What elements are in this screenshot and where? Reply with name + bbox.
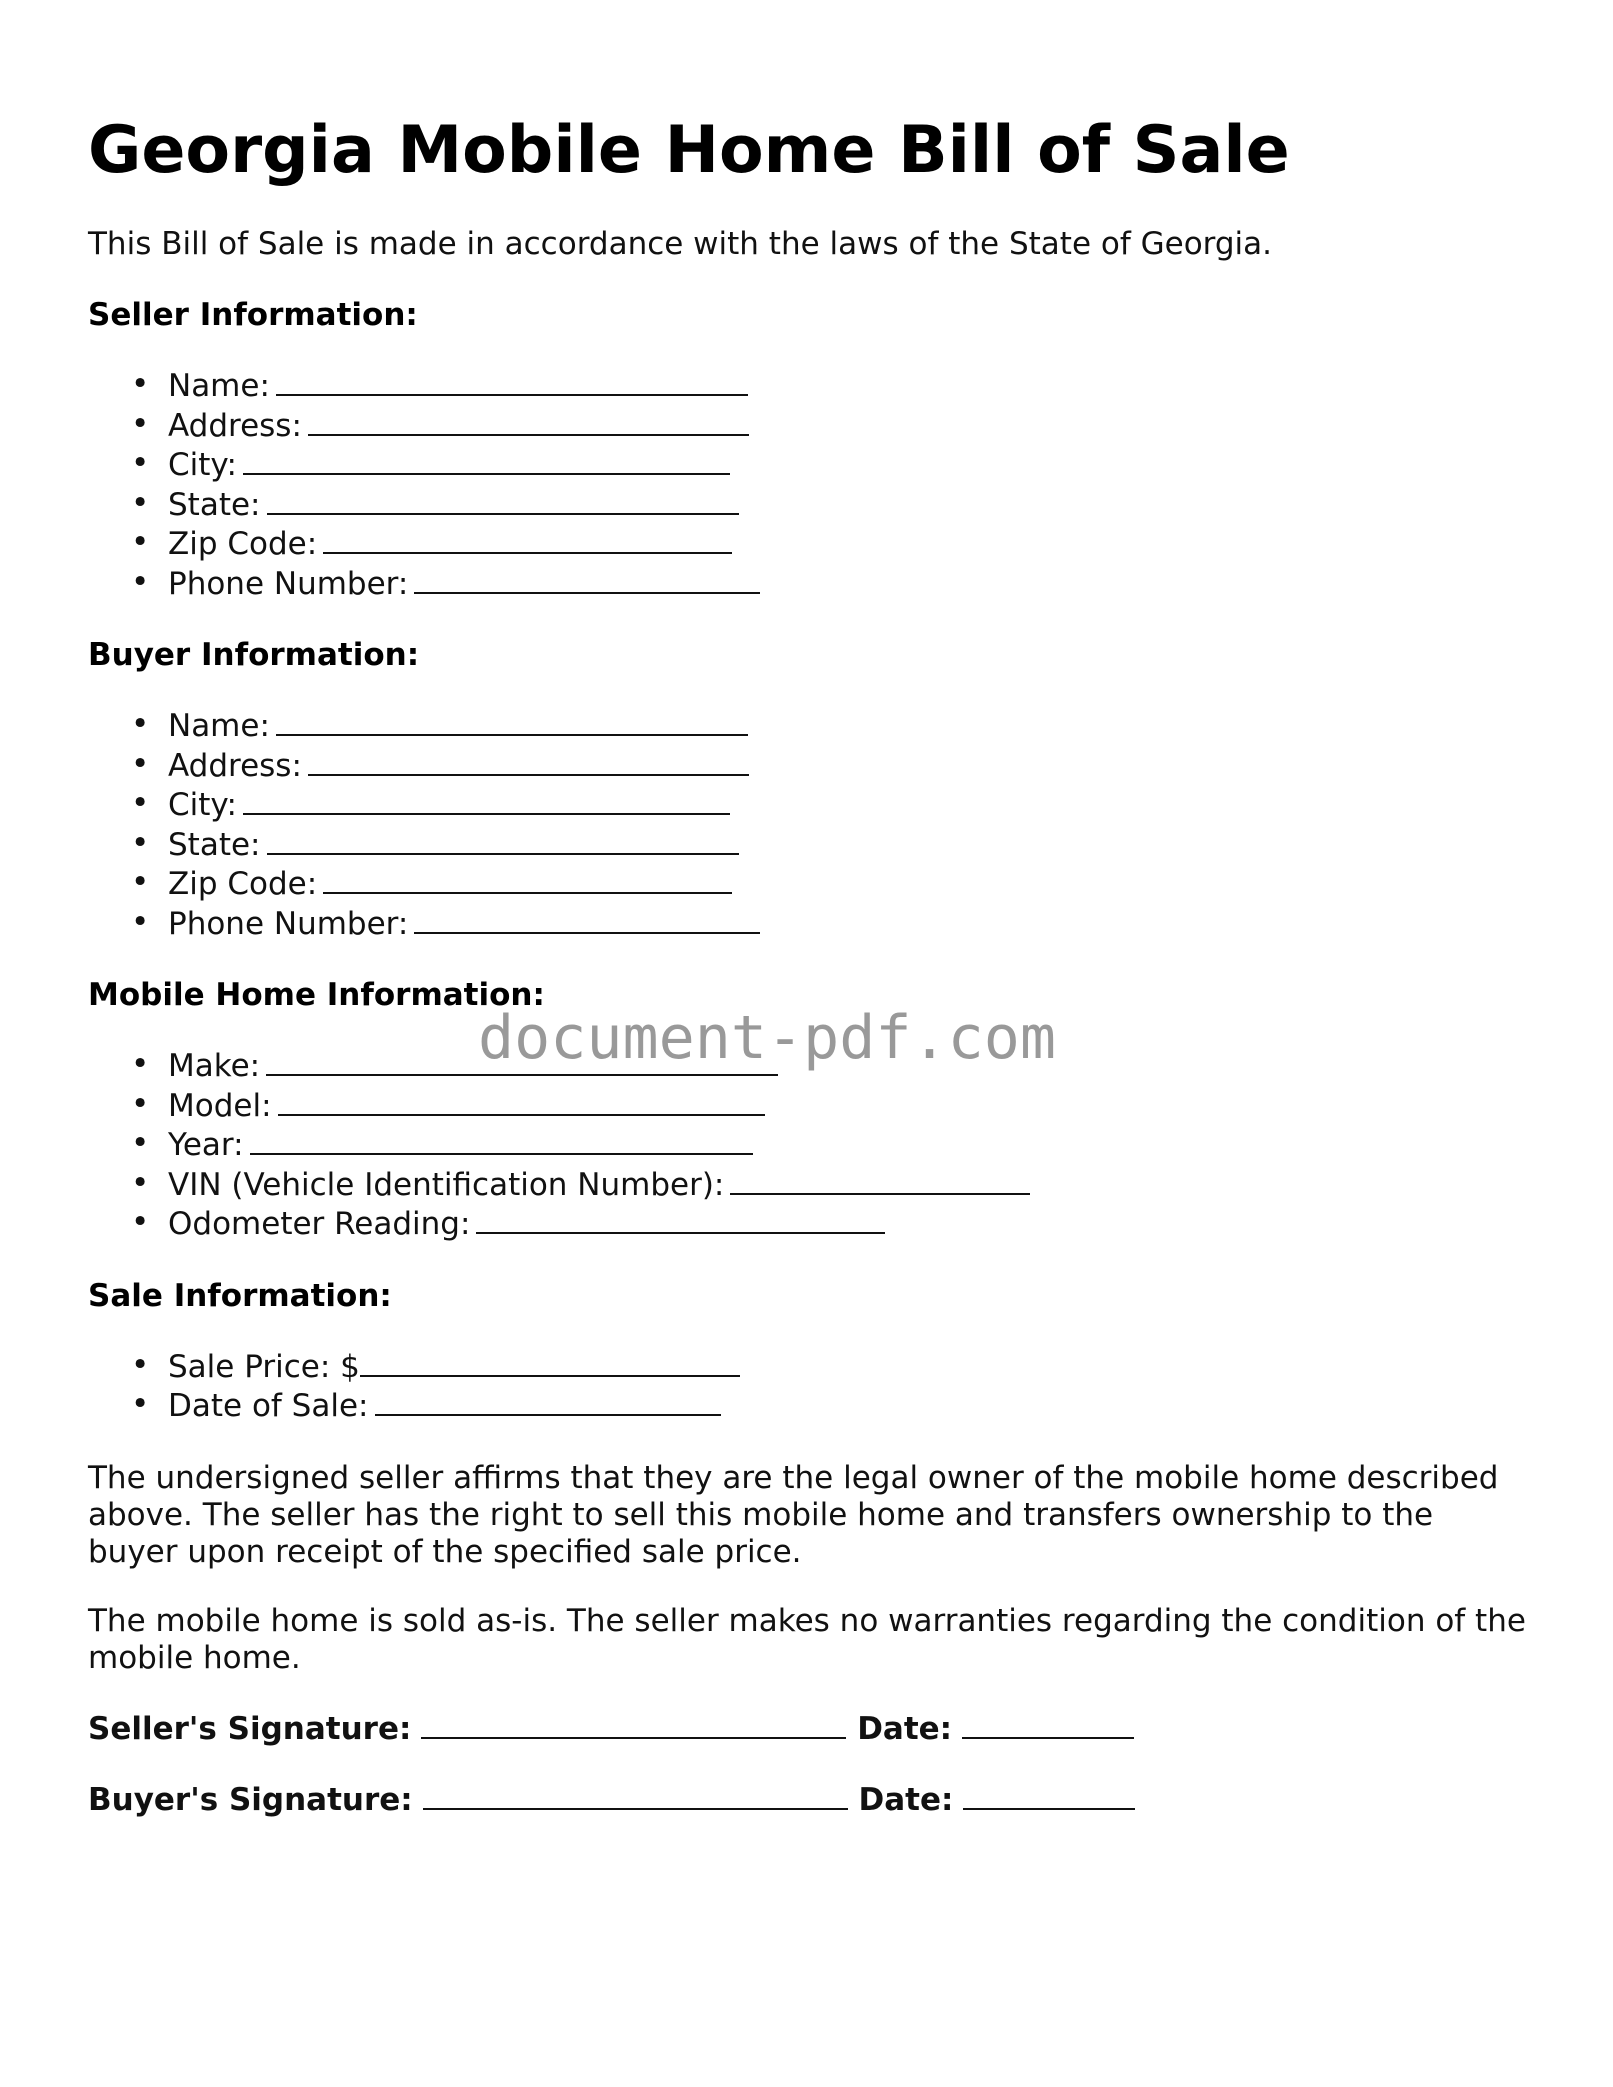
home-vin-field: • VIN (Vehicle Identification Number): [168,1165,1528,1205]
sale-field-list [88,1347,1528,1426]
seller-phone-field: • Phone Number: [168,564,1528,604]
seller-date-blank[interactable] [962,1709,1134,1739]
buyer-section-heading: Buyer Information: [88,637,420,673]
seller-city-field: • City: [168,445,1528,485]
buyer-phone-field: • Phone Number: [168,904,1528,944]
bill-of-sale-document [88,112,1528,1851]
home-odometer-blank[interactable] [476,1204,885,1234]
seller-state-blank[interactable] [267,485,739,515]
sale-section-heading: Sale Information: [88,1277,392,1314]
seller-zip-field: • Zip Code: [168,524,1528,564]
home-section-heading: Mobile Home Information: [88,977,545,1013]
buyer-name-field: • Name: [168,706,1528,746]
home-odometer-field: • Odometer Reading: [168,1204,1528,1244]
home-model-blank[interactable] [278,1086,765,1116]
sale-price-field: • Sale Price: $ [168,1347,1528,1387]
buyer-state-blank[interactable] [267,825,739,855]
seller-signature-blank[interactable] [421,1709,846,1739]
buyer-date-blank[interactable] [963,1780,1135,1810]
seller-section-heading: Seller Information: [88,297,418,333]
buyer-field-list [88,706,1528,943]
home-model-field: • Model: [168,1086,1528,1126]
seller-signature-line: Seller's Signature: Date: [88,1709,1528,1748]
buyer-signature-line: Buyer's Signature: Date: [88,1780,1528,1819]
as-is-paragraph: The mobile home is sold as-is. The seller makes no warranties regarding the condition of the mobile home. [88,1602,1526,1676]
buyer-signature-blank[interactable] [423,1780,848,1810]
seller-phone-blank[interactable] [414,564,760,594]
sale-date-field: • Date of Sale: [168,1386,1528,1426]
home-make-field: • Make: [168,1046,1528,1086]
seller-city-blank[interactable] [243,445,730,475]
seller-zip-blank[interactable] [323,524,732,554]
document-title: Georgia Mobile Home Bill of Sale [88,113,1290,188]
buyer-name-blank[interactable] [276,706,748,736]
buyer-city-field: • City: [168,785,1528,825]
sale-date-blank[interactable] [375,1386,721,1416]
home-year-field: • Year: [168,1125,1528,1165]
intro-paragraph: This Bill of Sale is made in accordance with the laws of the State of Georgia. [88,226,1273,262]
seller-state-field: • State: [168,485,1528,525]
home-field-list [88,1046,1528,1244]
buyer-city-blank[interactable] [243,785,730,815]
sale-price-blank[interactable] [360,1347,740,1377]
seller-address-field: • Address: [168,406,1528,446]
buyer-state-field: • State: [168,825,1528,865]
buyer-phone-blank[interactable] [414,904,760,934]
seller-name-field: • Name: [168,366,1528,406]
watermark-text: document-pdf.com [478,1003,1056,1073]
seller-field-list [88,366,1528,603]
seller-address-blank[interactable] [308,406,749,436]
home-make-blank[interactable] [266,1046,778,1076]
buyer-address-blank[interactable] [308,746,749,776]
home-year-blank[interactable] [250,1125,753,1155]
buyer-zip-field: • Zip Code: [168,864,1528,904]
buyer-zip-blank[interactable] [323,864,732,894]
affirmation-paragraph: The undersigned seller affirms that they are the legal owner of the mobile home described above. The seller has the right to sell this mobile home and transfers ownership to the buyer upon receipt of the specified sale price. [88,1459,1499,1570]
seller-name-blank[interactable] [276,366,748,396]
home-vin-blank[interactable] [730,1165,1030,1195]
buyer-address-field: • Address: [168,746,1528,786]
